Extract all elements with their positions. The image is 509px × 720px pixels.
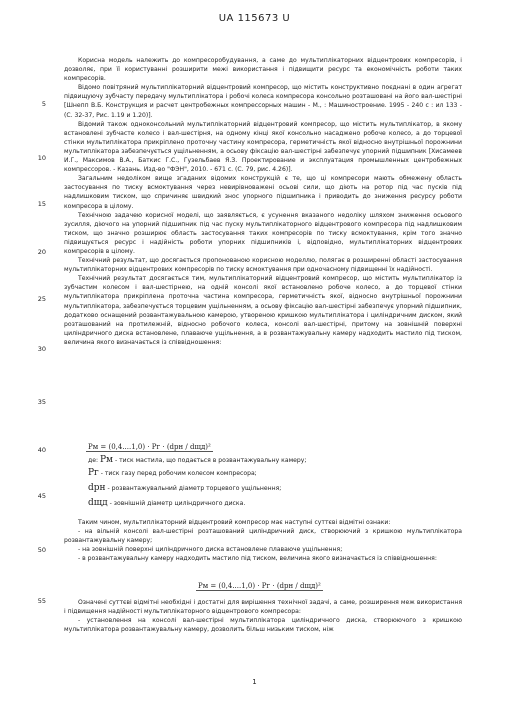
legend-item [88,484,306,493]
line-number: 55 [37,597,46,605]
legend-text: - зовнішній діаметр циліндричного диска. [107,500,246,507]
line-number: 35 [37,398,46,406]
legend-symbol: Pм [99,455,114,465]
legend-symbol: Pг [88,468,99,478]
legend-symbol: dщд [88,498,108,508]
paragraph: Технічною задачею корисної моделі, що заявляється, є усунення вказаного недоліку шляхом зниження осьового зусилля, діючого на упорний підшипник під час пуску мультиплікаторного відцентрового компресора під надлишковим тиском, що значно розширює область застосування таких компресорів по тиску всмоктування, крім того значно підвищується ресурс і надійність роботи упорних підшипників і, відповідно, мультиплікаторних відцентрових компресорів в цілому. [64,211,462,255]
line-number: 15 [37,200,46,208]
legend-text: - тиск мастила, що подається в розвантажувальну камеру; [113,457,307,464]
paragraph: - на вільній консолі вал-шестірні розташований циліндричний диск, створюючий з кришкою мультиплікатора розвантажувальну камеру; [64,528,462,545]
paragraph: Відомий також одноконсольний мультиплікаторний відцентровий компресор, що містить мультиплікатор, в якому встановлені зубчасте колесо і вал-шестірня, на одному кінці якої консольно насаджено робоче колесо, а до торцевої стінки мультиплікатора прикріплено проточну частину компресора, герметичність якої відносно внутрішньої порожнини мультиплікатора забезпечується ущільненням, а осьову фіксацію вал-шестірні забезпечує упорний підшипник [Хисамеев И.Г., Максимов В.А., Баткис Г.С., Гузельбаев Я.З. Проектирование и эксплуатация промышленных центробежных компрессоров. - Казань. Изд-во "ФЭН", 2010. - 671 с. (С. 79, рис. 4.26)]. [64,120,462,174]
formula-text: Pм = (0,4....1,0) · Pг · (dрн / dщд)² [198,582,321,590]
paragraph: Загальним недоліком вище згаданих відомих конструкцій є те, що ці компресори мають обмежену область застосування по тиску всмоктування через невирівноважені осьові сили, що діють на ротор під час пусків під надлишковим тиском, що спричиняє швидкий знос упорного підшипника і приводить до зниження ресурсу роботи компресора в цілому. [64,175,462,210]
body-text-block-2 [64,518,462,563]
legend-symbol: dрн [88,483,106,493]
paragraph: - в розвантажувальну камеру надходить мастило під тиском, величина якого визначається із співвідношення: [78,555,437,563]
body-text-block-3 [64,598,462,634]
paragraph: Корисна модель належить до компресоробудування, а саме до мультиплікаторних відцентрових компресорів, і дозволяє, при її користуванні розширити межі використання і підвищити ресурс та економічність роботи таких компресорів. [64,57,462,83]
legend-text: - розвантажувальний діаметр торцевого ущільнення; [105,485,282,492]
legend-item [88,469,306,478]
line-number: 30 [37,345,46,353]
paragraph: Означені суттєві відмітні необхідні і достатні для вирішення технічної задачі, а саме, розширення меж використання і підвищення надійності мультиплікаторного відцентрового компресора: [64,599,462,616]
line-number: 5 [41,100,46,108]
formula-oil-pressure-2 [196,582,323,590]
body-text-block [64,56,462,347]
formula-oil-pressure [86,443,213,451]
paragraph: - установлення на консолі вал-шестірні мультиплікатора циліндричного диска, створюючого з кришкою мультиплікатора розвантажувальну камеру, дозволить більш низьким тиском, ніж [64,617,462,634]
line-number: 20 [37,248,46,256]
paragraph: Таким чином, мультиплікаторний відцентровий компресор має наступні суттєві відмітні ознаки: [78,519,391,526]
legend-item [88,499,306,508]
legend-intro: де: Pм - тиск мастила, що подається в розвантажувальну камеру; [88,455,307,465]
line-number: 50 [37,546,46,554]
line-number: 45 [37,492,46,500]
paragraph: Технічний результат досягається тим, мультиплікаторний відцентровий компресор, що містить мультиплікатор із зубчастим колесом і вал-шестірнею, на одній консолі якої встановлено робоче колесо, а до торцевої стінки мультиплікатора прикріплена проточна частина компресора, герметичність якої, відносно внутрішньої порожнини мультиплікатора, забезпечується торцевим ущільненням, а осьову фіксацію вал-шестірні забезпечує упорний підшипник, додатково оснащений розвантажувальною камерою, утвореною кришкою мультиплікатора і циліндричним диском, який розташований на протилежній, відносно робочого колеса, консолі вал-шестірні, притому на зовнішній поверхні циліндричного диска встановлене, плаваюче ущільнення, а в розвантажувальну камеру надходить мастило під тиском, величина якого визначається із співвідношення: [64,275,462,346]
paragraph: Відомо повітряний мультиплікаторний відцентровий компресор, що містить конструктивно поєднані в один агрегат підвищуючу зубчасту передачу мультиплікатора і робочі колеса компресора консольно розташовані на його вал-шестірні [Шнепп В.Б. Конструкция и расчет центробежных компрессорных машин - М., : Машиностроение. 1995 - 240 с : ил 133 - (С. 32-37, Рис. 1.19 и 1.20)]. [64,84,462,119]
line-number: 25 [37,295,46,303]
legend-text: - тиск газу перед робочим колесом компресора; [98,470,257,477]
formula-legend [88,456,306,508]
formula-text: Pм = (0,4....1,0) · Pг · (dрн / dщд)² [88,443,211,451]
paragraph: - на зовнішній поверхні циліндричного диска встановлене плаваюче ущільнення; [78,546,343,554]
line-number: 10 [37,154,46,162]
line-number: 40 [37,446,46,454]
document-id-header: UA 115673 U [218,13,291,24]
paragraph: Технічний результат, що досягається пропонованою корисною моделлю, полягає в розширенні області застосування мультиплікаторних відцентрових компресорів по тиску всмоктування при одночасному підвищенні їх надійності. [64,257,462,274]
page-number: 1 [252,678,257,686]
